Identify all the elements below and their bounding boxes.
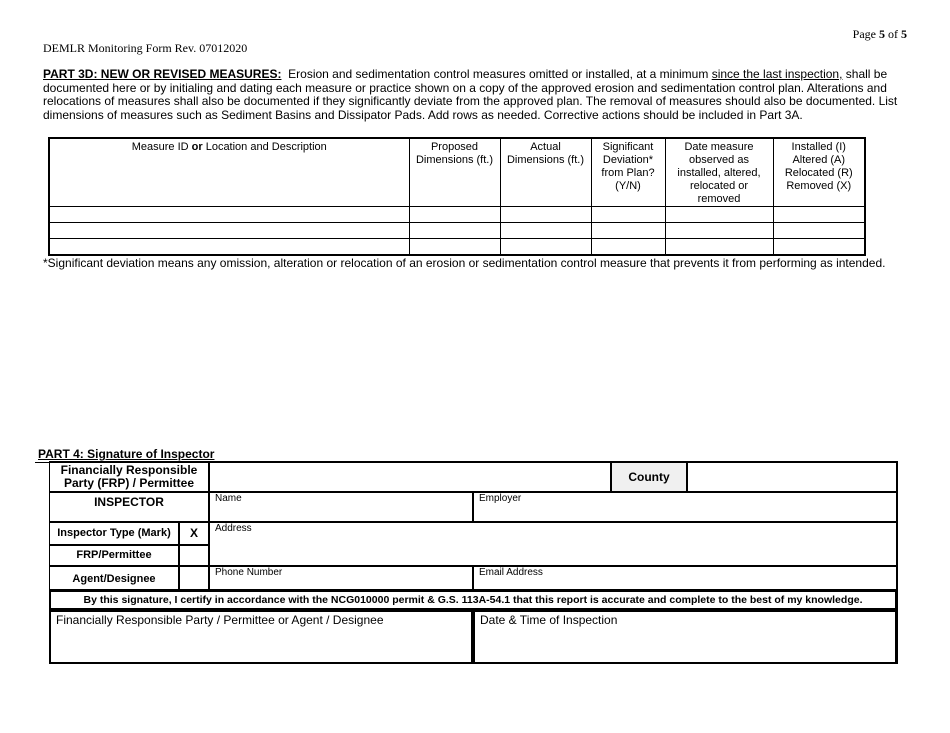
- measure-cell[interactable]: [49, 239, 409, 256]
- frp-permittee-label: FRP/Permittee: [49, 545, 179, 566]
- proposed-cell[interactable]: [409, 207, 500, 223]
- part3d-text-after: shall be documented here or by initialing and dating each measure or practice shown on a copy of the approved erosion and sedimentation control plan. Alterations and relocations of measures shall also be documented if they significantly deviate from the approved plan. The removal of measures should also be documented. List dimensions of measures such as Sediment Basins and Dissipator Pads. Add rows as needed. Corrective actions should be included in Part 3A.: [43, 67, 898, 122]
- proposed-cell[interactable]: [409, 239, 500, 256]
- part3d-section: [43, 68, 903, 122]
- inspector-label: INSPECTOR: [49, 492, 209, 522]
- date-cell[interactable]: [665, 223, 773, 239]
- email-field[interactable]: [473, 566, 897, 590]
- col1-pre: Measure ID: [131, 141, 189, 153]
- measures-table: [48, 137, 866, 256]
- inspector-type-mark: X: [179, 522, 209, 545]
- status-cell[interactable]: [773, 239, 865, 256]
- measures-header-row: [49, 138, 865, 207]
- inspector-type-label: Inspector Type (Mark): [49, 522, 179, 545]
- top-line: [35, 462, 50, 463]
- measure-cell[interactable]: [49, 223, 409, 239]
- part3d-text-before: Erosion and sedimentation control measures omitted or installed, at a minimum: [288, 67, 709, 81]
- actual-cell[interactable]: [500, 239, 591, 256]
- frp-label: Financially Responsible Party (FRP) / Permittee: [49, 462, 209, 492]
- deviation-cell[interactable]: [591, 239, 665, 256]
- actual-cell[interactable]: [500, 223, 591, 239]
- frp-permittee-checkbox[interactable]: [179, 545, 209, 566]
- col-measure-id: [49, 138, 409, 207]
- part4-title: PART 4: Signature of Inspector: [38, 447, 215, 461]
- col-date-observed: Date measure observed as installed, altered, relocated or removed: [665, 138, 773, 207]
- footnote: *Significant deviation means any omission, alteration or relocation of an erosion or sedimentation control measure that prevents it from performing as intended.: [43, 256, 886, 270]
- table-row: [49, 223, 865, 239]
- phone-label: Phone Number: [215, 567, 283, 578]
- col1-bold: or: [191, 141, 203, 153]
- col-significant-deviation: Significant Deviation* from Plan? (Y/N): [591, 138, 665, 207]
- form-revision: DEMLR Monitoring Form Rev. 07012020: [43, 41, 248, 55]
- phone-field[interactable]: [209, 566, 473, 590]
- status-cell[interactable]: [773, 223, 865, 239]
- page-number: [853, 27, 907, 42]
- actual-cell[interactable]: [500, 207, 591, 223]
- datetime-label: Date & Time of Inspection: [480, 613, 618, 627]
- email-label: Email Address: [479, 567, 543, 578]
- part3d-text-underlined: since the last inspection,: [711, 67, 843, 81]
- col-actual-dimensions: Actual Dimensions (ft.): [500, 138, 591, 207]
- table-row: [49, 207, 865, 223]
- page-of: of: [888, 27, 898, 41]
- signature-section: [49, 461, 898, 664]
- deviation-cell[interactable]: [591, 207, 665, 223]
- measure-cell[interactable]: [49, 207, 409, 223]
- certification-statement: By this signature, I certify in accordance with the NCG010000 permit & G.S. 113A-54.1 that this report is accurate and complete to the best of my knowledge.: [49, 590, 897, 610]
- employer-field[interactable]: [473, 492, 897, 522]
- frp-field[interactable]: [209, 462, 611, 492]
- agent-designee-label: Agent/Designee: [49, 566, 179, 590]
- page-current: 5: [879, 27, 885, 41]
- proposed-cell[interactable]: [409, 223, 500, 239]
- name-label: Name: [215, 493, 242, 504]
- datetime-field[interactable]: [473, 610, 897, 664]
- page-label: Page: [852, 27, 876, 41]
- signature-field[interactable]: [49, 610, 473, 664]
- part3d-title: PART 3D: NEW OR REVISED MEASURES:: [43, 67, 282, 81]
- name-field[interactable]: [209, 492, 473, 522]
- status-cell[interactable]: [773, 207, 865, 223]
- col1-post: Location and Description: [205, 141, 327, 153]
- date-cell[interactable]: [665, 239, 773, 256]
- deviation-cell[interactable]: [591, 223, 665, 239]
- col-proposed-dimensions: Proposed Dimensions (ft.): [409, 138, 500, 207]
- address-field[interactable]: [209, 522, 897, 566]
- table-row: [49, 239, 865, 256]
- employer-label: Employer: [479, 493, 522, 504]
- date-cell[interactable]: [665, 207, 773, 223]
- col-status-code: Installed (I) Altered (A) Relocated (R) Removed (X): [773, 138, 865, 207]
- signature-label: Financially Responsible Party / Permittee or Agent / Designee: [56, 613, 384, 627]
- address-label: Address: [215, 523, 252, 534]
- page-total: 5: [901, 27, 907, 41]
- county-field[interactable]: [687, 462, 897, 492]
- county-label: County: [611, 462, 687, 492]
- agent-designee-checkbox[interactable]: [179, 566, 209, 590]
